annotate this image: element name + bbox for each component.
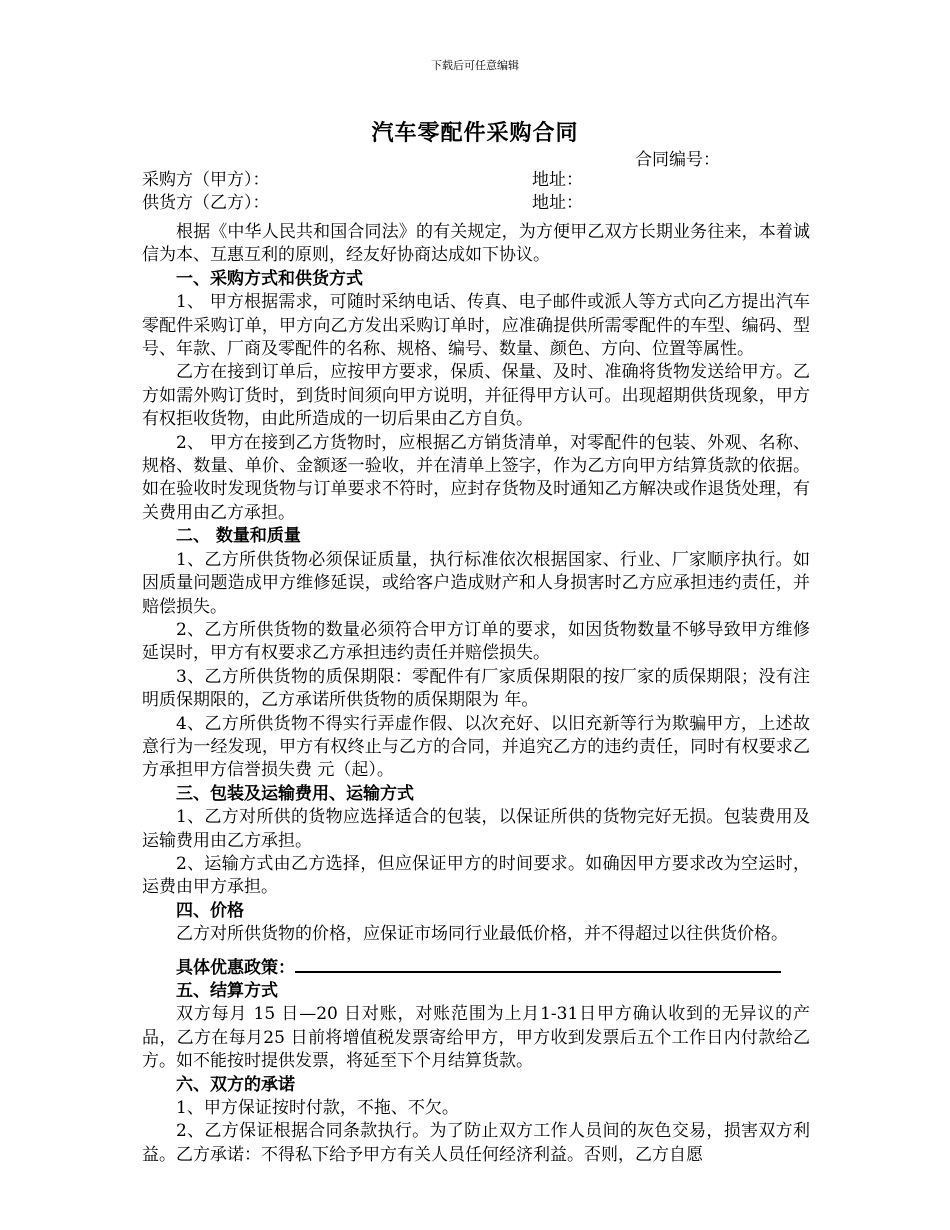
- body-paragraph: 2、 甲方在接到乙方货物时，应根据乙方销货清单，对零配件的包装、外观、名称、规格、数量、单价、金额逐一验收，并在清单上签字，作为乙方向甲方结算货款的依据。如在验收时发现货物与订单要求不符时，应封存货物及时通知乙方解决或作退货处理，有关费用由乙方承担。: [142, 432, 810, 523]
- section-heading: 三、包装及运输费用、运输方式: [176, 783, 414, 804]
- body-paragraph: 1、乙方对所供的货物应选择适合的包装，以保证所供的货物完好无损。包装费用及运输费用由乙方承担。: [142, 807, 810, 851]
- fill-in-line: [295, 957, 781, 973]
- section-heading: 五、结算方式: [176, 981, 278, 1001]
- body-paragraph: 2、运输方式由乙方选择，但应保证甲方的时间要求。如确因甲方要求改为空运时，运费由甲方承担。: [142, 853, 810, 898]
- body-paragraph: 1、 甲方根据需求，可随时采纳电话、传真、电子邮件或派人等方式向乙方提出汽车零配件采购订单，甲方向乙方发出采购订单时，应准确提供所需零配件的车型、编码、型号、年款、厂商及零配件的名称、规格、编号、数量、颜色、方向、位置等属性。: [142, 292, 810, 360]
- body-paragraph: 乙方对所供货物的价格，应保证市场同行业最低价格，并不得超过以往供货价格。: [176, 924, 788, 945]
- discount-policy-label: 具体优惠政策：: [176, 957, 295, 978]
- body-paragraph: 2、乙方保证根据合同条款执行。为了防止双方工作人员间的灰色交易，损害双方利益。乙方承诺：不得私下给予甲方有关人员任何经济利益。否则，乙方自愿: [142, 1121, 810, 1165]
- header-note: 下载后可任意编辑: [431, 59, 519, 72]
- body-paragraph: 2、乙方所供货物的数量必须符合甲方订单的要求，如因货物数量不够导致甲方维修延误时，甲方有权要求乙方承担违约责任并赔偿损失。: [142, 619, 810, 664]
- buyer-label: 采购方（甲方）：: [142, 170, 270, 190]
- supplier-address-label: 地址：: [532, 193, 583, 213]
- body-paragraph: 1、乙方所供货物必须保证质量，执行标准依次根据国家、行业、厂家顺序执行。如因质量问题造成甲方维修延误，或给客户造成财产和人身损害时乙方应承担违约责任，并赔偿损失。: [142, 549, 810, 617]
- body-paragraph: 双方每月 15 日—20 日对账，对账范围为上月1-31日甲方确认收到的无异议的产品，乙方在每月25 日前将增值税发票寄给甲方，甲方收到发票后五个工作日内付款给乙方。如不能按时提供发票，将延至下个月结算货款。: [142, 1004, 810, 1072]
- body-paragraph: 根据《中华人民共和国合同法》的有关规定，为方便甲乙双方长期业务往来，本着诚信为本、互惠互利的原则，经友好协商达成如下协议。: [142, 222, 810, 266]
- contract-body: [142, 221, 810, 1167]
- section-heading: 二、 数量和质量: [176, 526, 301, 547]
- document-title: 汽车零配件采购合同: [371, 120, 579, 146]
- discount-policy-line: [142, 957, 810, 980]
- section-heading: 一、采购方式和供货方式: [176, 268, 363, 289]
- body-paragraph: 3、乙方所供货物的质保期限：零配件有厂家质保期限的按厂家的质保期限；没有注明质保期限的，乙方承诺所供货物的质保期限为 年。: [142, 666, 810, 711]
- section-heading: 四、价格: [176, 900, 244, 921]
- spacer: [142, 947, 810, 957]
- supplier-label: 供货方（乙方）：: [142, 193, 270, 213]
- buyer-address-label: 地址：: [532, 170, 583, 190]
- section-heading: 六、双方的承诺: [176, 1074, 295, 1095]
- contract-number-label: 合同编号：: [635, 150, 720, 170]
- body-paragraph: 乙方在接到订单后，应按甲方要求，保质、保量、及时、准确将货物发送给甲方。乙方如需外购订货时，到货时间须向甲方说明，并征得甲方认可。出现超期供货现象，甲方有权拒收货物，由此所造成的一切后果由乙方自负。: [142, 362, 810, 430]
- body-paragraph: 1、甲方保证按时付款，不拖、不欠。: [176, 1098, 459, 1119]
- body-paragraph: 4、乙方所供货物不得实行弄虚作假、以次充好、以旧充新等行为欺骗甲方，上述故意行为一经发现，甲方有权终止与乙方的合同，并追究乙方的违约责任，同时有权要求乙方承担甲方信誉损失费 元（起）。: [142, 713, 810, 781]
